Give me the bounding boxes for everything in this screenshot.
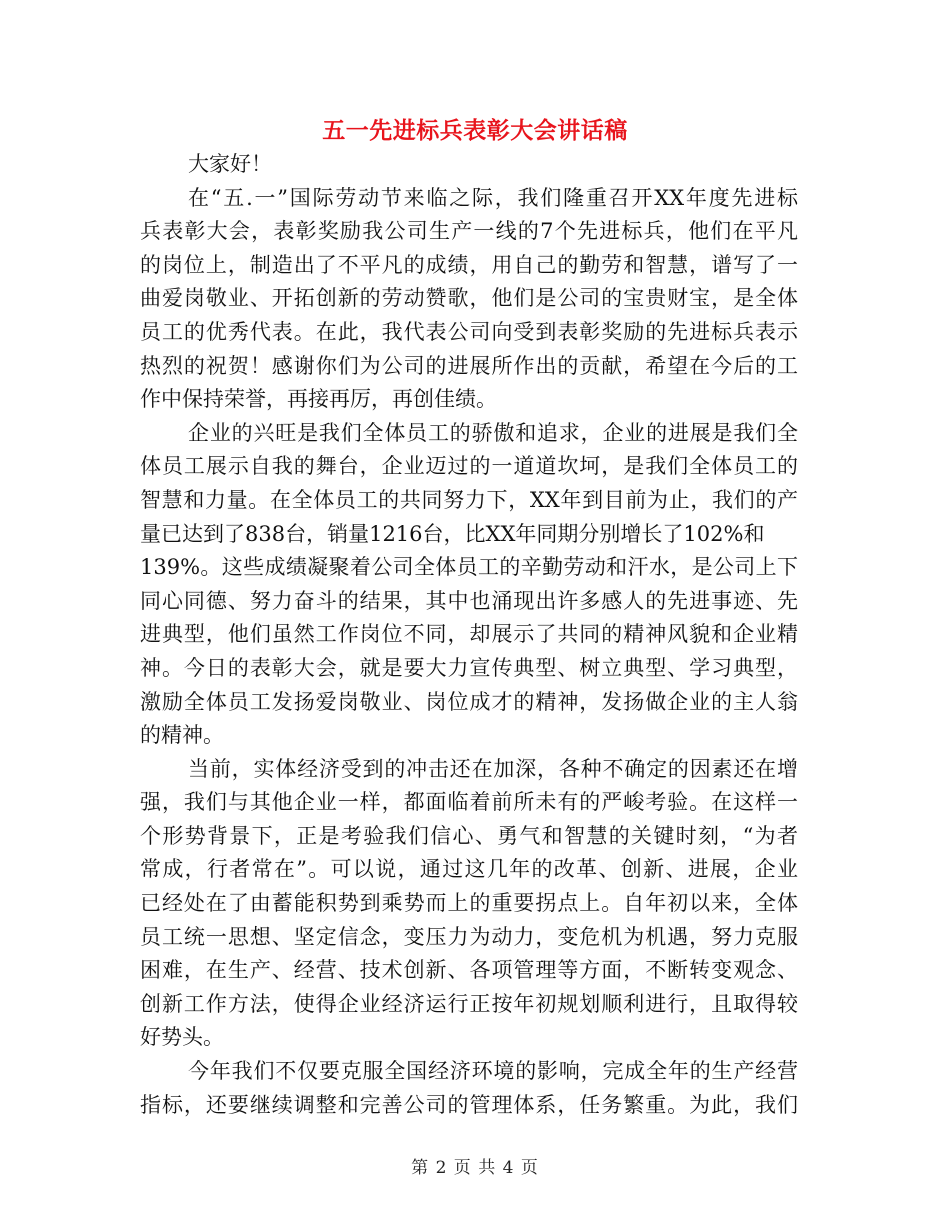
body-text-line: 在“五.一”国际劳动节来临之际，我们隆重召开XX年度先进标	[188, 185, 798, 210]
page-footer: 第 2 页 共 4 页	[411, 1158, 539, 1178]
body-text-line: 139%。这些成绩凝聚着公司全体员工的辛勤劳动和汗水，是公司上下	[140, 555, 798, 580]
body-text-line: 量已达到了838台，销量1216台，比XX年同期分别增长了102%和	[140, 521, 765, 546]
body-text-line: 已经处在了由蓄能积势到乘势而上的重要拐点上。自年初以来，全体	[140, 891, 798, 916]
body-text-line: 智慧和力量。在全体员工的共同努力下，XX年到目前为止，我们的产	[140, 487, 798, 512]
body-text-line: 指标，还要继续调整和完善公司的管理体系，任务繁重。为此，我们	[140, 1092, 798, 1117]
body-text-line: 常成，行者常在”。可以说，通过这几年的改革、创新、进展，企业	[140, 857, 798, 882]
body-text-line: 员工的优秀代表。在此，我代表公司向受到表彰奖励的先进标兵表示	[140, 319, 798, 344]
body-text-line: 神。今日的表彰大会，就是要大力宣传典型、树立典型、学习典型，	[140, 655, 798, 680]
body-text-line: 曲爱岗敬业、开拓创新的劳动赞歌，他们是公司的宝贵财宝，是全体	[140, 286, 798, 311]
body-text-line: 热烈的祝贺！感谢你们为公司的进展所作出的贡献，希望在今后的工	[140, 353, 798, 378]
body-text-line: 当前，实体经济受到的冲击还在加深，各种不确定的因素还在增	[188, 756, 798, 781]
body-text-line: 进典型，他们虽然工作岗位不同，却展示了共同的精神风貌和企业精	[140, 622, 798, 647]
body-text-line: 个形势背景下，正是考验我们信心、勇气和智慧的关键时刻，“为者	[140, 823, 798, 848]
body-text-line: 创新工作方法，使得企业经济运行正按年初规划顺利进行，且取得较	[140, 991, 798, 1016]
body-text-line: 激励全体员工发扬爱岗敬业、岗位成才的精神，发扬做企业的主人翁	[140, 689, 798, 714]
body-text-line: 大家好！	[188, 152, 272, 176]
body-text-line: 兵表彰大会，表彰奖励我公司生产一线的7个先进标兵，他们在平凡	[140, 219, 798, 244]
body-text-line: 员工统一思想、坚定信念，变压力为动力，变危机为机遇，努力克服	[140, 924, 798, 949]
body-text-line: 的岗位上，制造出了不平凡的成绩，用自己的勤劳和智慧，谱写了一	[140, 252, 798, 277]
body-text-line: 企业的兴旺是我们全体员工的骄傲和追求，企业的进展是我们全	[188, 420, 798, 445]
document-title: 五一先进标兵表彰大会讲话稿	[322, 118, 628, 144]
body-text-line: 同心同德、努力奋斗的结果，其中也涌现出许多感人的先进事迹、先	[140, 588, 798, 613]
body-text-line: 困难，在生产、经营、技术创新、各项管理等方面，不断转变观念、	[140, 958, 798, 983]
document-body	[140, 148, 798, 1122]
body-text-line: 作中保持荣誉，再接再厉，再创佳绩。	[140, 387, 497, 412]
body-text-line: 好势头。	[140, 1025, 224, 1050]
body-text-line: 体员工展示自我的舞台，企业迈过的一道道坎坷，是我们全体员工的	[140, 454, 798, 479]
body-text-line: 的精神。	[140, 723, 224, 748]
body-text-line: 今年我们不仅要克服全国经济环境的影响，完成全年的生产经营	[188, 1059, 798, 1084]
body-text-line: 强，我们与其他企业一样，都面临着前所未有的严峻考验。在这样一	[140, 790, 798, 815]
